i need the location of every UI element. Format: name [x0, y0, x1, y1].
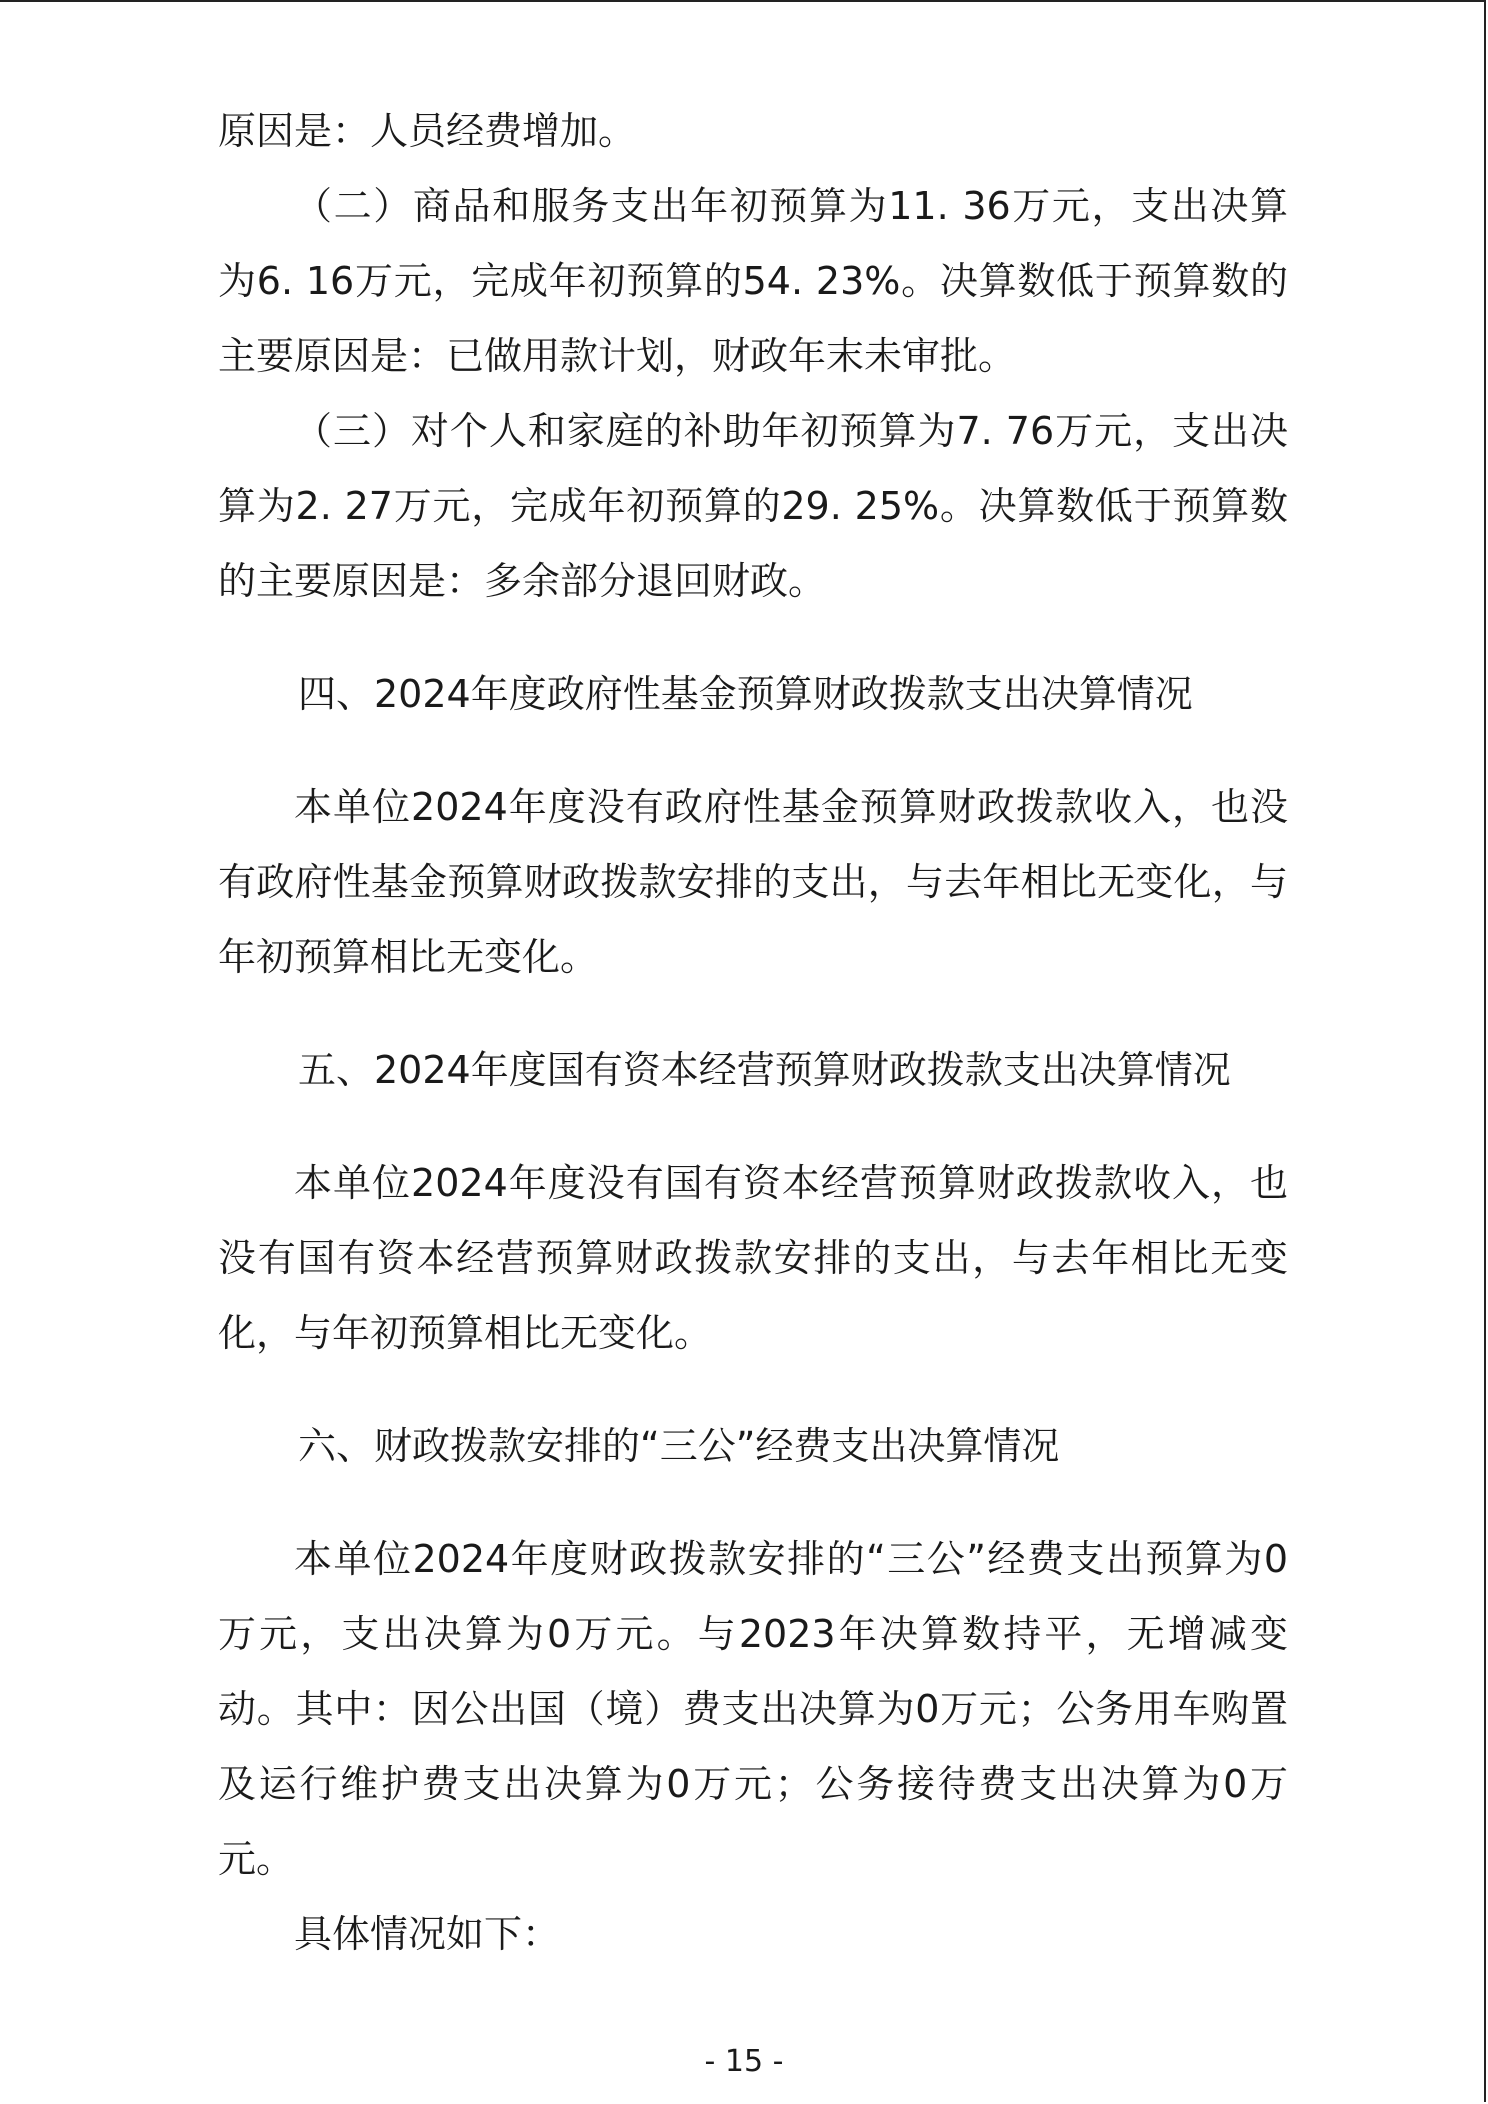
- page-content: [218, 94, 1288, 1972]
- paragraph-continuation: 原因是：人员经费增加。: [218, 109, 637, 153]
- section-closing-6: 具体情况如下：: [294, 1912, 561, 1956]
- section-body-5: 本单位2024年度没有国有资本经营预算财政拨款收入，也没有国有资本经营预算财政拨款安排的支出，与去年相比无变化，与年初预算相比无变化。: [218, 1161, 1288, 1355]
- spacer: [218, 619, 1288, 657]
- spacer: [218, 1484, 1288, 1522]
- paragraph-goods-services: （二）商品和服务支出年初预算为11. 36万元，支出决算为6. 16万元，完成年初预算的54. 23%。决算数低于预算数的主要原因是：已做用款计划，财政年末未审批。: [218, 184, 1288, 378]
- section-body-4: 本单位2024年度没有政府性基金预算财政拨款收入，也没有政府性基金预算财政拨款安排的支出，与去年相比无变化，与年初预算相比无变化。: [218, 785, 1288, 979]
- paragraph-household-subsidy: （三）对个人和家庭的补助年初预算为7. 76万元，支出决算为2. 27万元，完成年初预算的29. 25%。决算数低于预算数的主要原因是：多余部分退回财政。: [218, 409, 1288, 603]
- spacer: [218, 732, 1288, 770]
- spacer: [218, 995, 1288, 1033]
- page-number: - 15 -: [704, 2044, 784, 2079]
- spacer: [218, 1371, 1288, 1409]
- spacer: [218, 1108, 1288, 1146]
- section-heading-4: 四、2024年度政府性基金预算财政拨款支出决算情况: [298, 672, 1193, 716]
- section-body-6: 本单位2024年度财政拨款安排的“三公”经费支出预算为0万元，支出决算为0万元。与2023年决算数持平，无增减变动。其中：因公出国（境）费支出决算为0万元；公务用车购置及运行维护费支出决算为0万元；公务接待费支出决算为0万元。: [218, 1537, 1288, 1881]
- section-heading-6: 六、财政拨款安排的“三公”经费支出决算情况: [298, 1424, 1060, 1468]
- section-heading-5: 五、2024年度国有资本经营预算财政拨款支出决算情况: [298, 1048, 1231, 1092]
